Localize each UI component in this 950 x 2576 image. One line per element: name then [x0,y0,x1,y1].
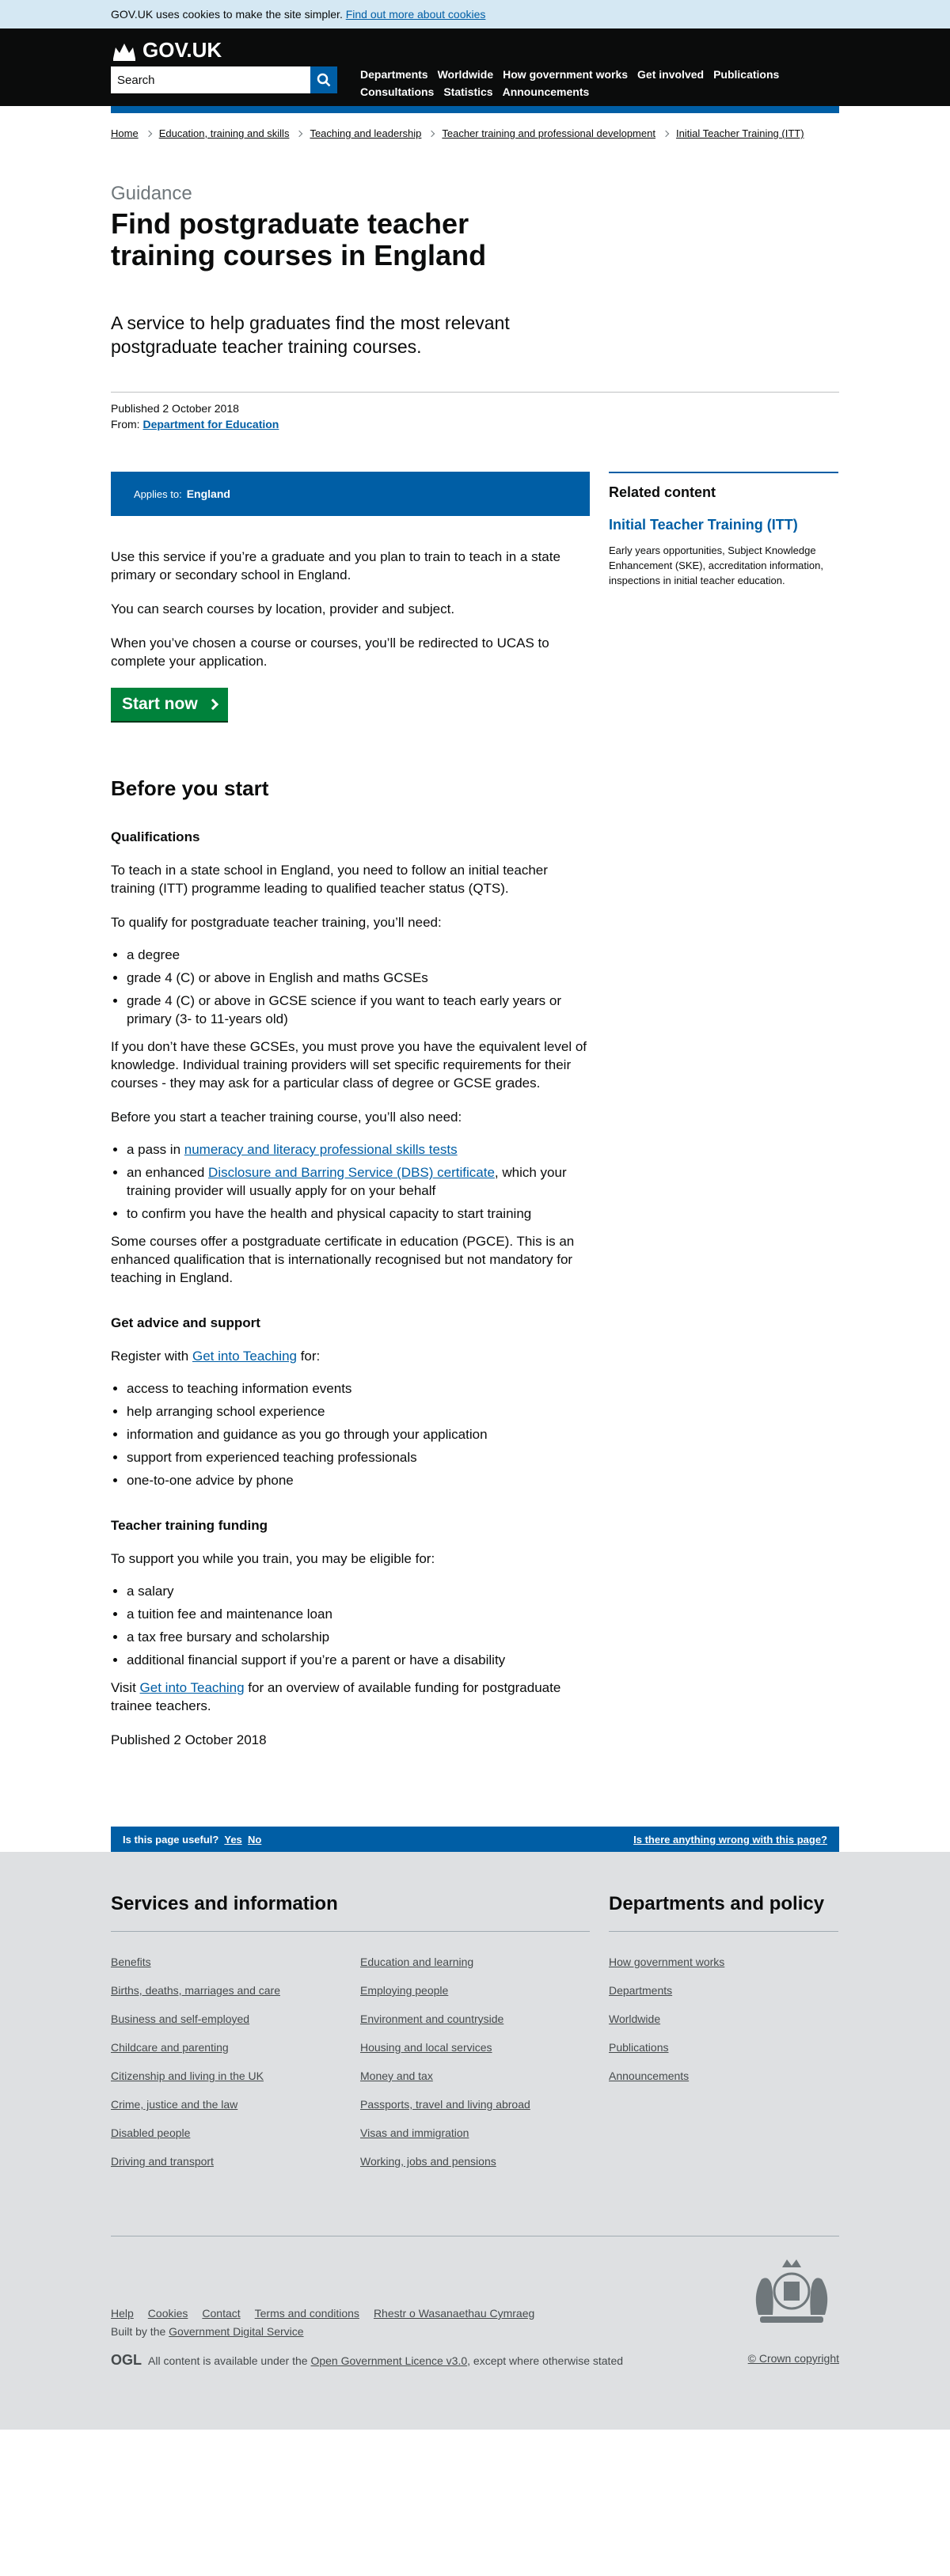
search-input[interactable] [111,66,310,93]
footer-link[interactable]: Announcements [609,2070,690,2082]
footer-link[interactable]: Housing and local services [360,2041,492,2054]
footer-cookies-link[interactable]: Cookies [147,2307,188,2320]
footer-welsh-link[interactable]: Rhestr o Wasanaethau Cymraeg [373,2307,535,2320]
licence-row [111,2352,623,2369]
services-heading: Services and information [111,1893,338,1914]
list-item: • information and guidance as you go through your application [127,1425,590,1444]
govuk-logo[interactable] [111,38,222,63]
qualifications-list [111,946,590,1028]
licence-text [148,2354,623,2367]
breadcrumb [111,113,839,143]
paragraph-text: Visit [111,1680,140,1695]
nav-get-involved[interactable]: Get involved [637,68,705,81]
main-content [111,472,590,1749]
footer-link[interactable]: Benefits [111,1956,151,1968]
feedback-no[interactable]: No [248,1833,262,1846]
ogl-logo-icon: OGL [111,2352,142,2368]
site-header [0,28,950,106]
footer-link[interactable]: Driving and transport [111,2155,214,2168]
body-paragraph: To support you while you train, you may be eligible for: [111,1551,435,1566]
body-paragraph: To teach in a state school in England, you need to follow an initial teacher training (ITT) programme leading to qualified teacher status (QTS). [111,863,548,896]
paragraph-text: Register with [111,1349,192,1364]
search-button[interactable] [310,66,337,93]
ogl-link[interactable]: Open Government Licence v3.0 [310,2354,468,2367]
from-label: From: [111,418,140,431]
related-description: Early years opportunities, Subject Knowledge Enhancement (SKE), accreditation information, inspections in initial teacher education. [609,544,823,586]
footer-services [111,1893,590,2168]
site-footer [0,1852,950,2430]
nav-announcements[interactable]: Announcements [502,85,590,98]
start-now-label: Start now [122,695,198,713]
breadcrumb-teaching[interactable]: Teaching and leadership [310,127,422,139]
before-you-start-heading: Before you start [111,776,269,800]
list-item [127,1163,590,1200]
footer-link[interactable]: Publications [609,2041,669,2054]
footer-link[interactable]: Employing people [360,1984,449,1997]
list-item: • a salary [127,1582,590,1600]
body-paragraph: If you don’t have these GCSEs, you must prove you have the equivalent level of knowledge. Individual training providers will set specific requirements for their courses - they may ask for a particular class of degree or GCSE grades. [111,1039,587,1091]
footer-link[interactable]: Passports, travel and living abroad [360,2098,530,2111]
footer-link[interactable]: Visas and immigration [360,2126,469,2139]
logo-text: GOV.UK [142,38,222,62]
nav-statistics[interactable]: Statistics [443,85,493,98]
publication-meta [111,400,839,432]
licence-post: , except where otherwise stated [467,2354,624,2367]
breadcrumb-teacher-training[interactable]: Teacher training and professional development [442,127,656,139]
intro-paragraph: When you’ve chosen a course or courses, you’ll be redirected to UCAS to complete your application. [111,635,549,669]
body-paragraph [111,1679,590,1715]
breadcrumb-home[interactable]: Home [111,127,139,139]
footer-link[interactable]: Citizenship and living in the UK [111,2070,264,2082]
nav-publications[interactable]: Publications [713,68,780,81]
list-item: • a degree [127,946,590,964]
list-item: • to confirm you have the health and physical capacity to start training [127,1205,590,1223]
document-format: Guidance [111,183,192,204]
licence-pre: All content is available under the [148,2354,311,2367]
report-problem-link[interactable]: Is there anything wrong with this page? [633,1833,827,1846]
divider [609,1931,838,1932]
footer-link[interactable]: Environment and countryside [360,2013,504,2025]
list-item: • grade 4 (C) or above in GCSE science if you want to teach early years or primary (3- to 11-years old) [127,992,590,1028]
crown-icon [111,40,138,62]
gds-link[interactable]: Government Digital Service [169,2325,304,2338]
body-paragraph [111,1347,590,1365]
depts-heading: Departments and policy [609,1893,825,1914]
intro-paragraph: You can search courses by location, provider and subject. [111,601,455,616]
breadcrumb-itt[interactable]: Initial Teacher Training (ITT) [675,127,804,139]
related-itt-link[interactable]: Initial Teacher Training (ITT) [609,517,798,533]
page-title: Find postgraduate teacher training courses in England [111,207,487,271]
advice-list [111,1379,590,1489]
footer-link[interactable]: Crime, justice and the law [111,2098,238,2111]
list-item [127,1140,590,1159]
footer-link[interactable]: Disabled people [111,2126,191,2139]
body-paragraph: Some courses offer a postgraduate certificate in education (PGCE). This is an enhanced qualification that is internationally recognised but not mandatory for teaching in England. [111,1234,575,1285]
published-date-bottom: Published 2 October 2018 [111,1732,267,1747]
cookie-banner [0,0,950,28]
footer-help-link[interactable]: Help [111,2307,134,2320]
list-text: a pass in [127,1142,184,1157]
chevron-right-icon [428,131,435,137]
footer-link[interactable]: How government works [609,1956,725,1968]
advice-heading: Get advice and support [111,1315,260,1330]
built-text: Built by the [111,2325,169,2338]
footer-link[interactable]: Childcare and parenting [111,2041,229,2054]
royal-coat-of-arms-icon [744,2252,839,2331]
list-item: • a tax free bursary and scholarship [127,1628,590,1646]
paragraph-text: for: [296,1349,321,1364]
main-nav [360,66,804,100]
published-date: Published 2 October 2018 [111,402,239,415]
search-icon [317,73,331,87]
footer-link[interactable]: Money and tax [360,2070,433,2082]
cookie-link[interactable]: Find out more about cookies [345,8,486,21]
footer-link[interactable]: Births, deaths, marriages and care [111,1984,280,1997]
get-into-teaching-funding-link[interactable]: Get into Teaching [139,1680,245,1695]
requirements-list [111,1140,590,1223]
list-item: • access to teaching information events [127,1379,590,1398]
list-text: an enhanced [127,1165,209,1180]
nav-how-government-works[interactable]: How government works [503,68,629,81]
list-item: • help arranging school experience [127,1402,590,1421]
start-now-button[interactable] [111,688,228,721]
page-lead: A service to help graduates find the most relevant postgraduate teacher training courses. [111,313,510,357]
feedback-yes[interactable]: Yes [224,1833,242,1846]
funding-list [111,1582,590,1669]
list-item: • support from experienced teaching professionals [127,1448,590,1466]
body-paragraph: To qualify for postgraduate teacher training, you’ll need: [111,915,442,930]
breadcrumb-education[interactable]: Education, training and skills [158,127,290,139]
list-item: • additional financial support if you’re a parent or have a disability [127,1651,590,1669]
funding-heading: Teacher training funding [111,1518,268,1533]
list-item: • one-to-one advice by phone [127,1471,590,1489]
nav-worldwide[interactable]: Worldwide [437,68,494,81]
body-paragraph: Before you start a teacher training course, you’ll also need: [111,1110,462,1125]
chevron-right-icon [145,131,151,137]
footer-terms-link[interactable]: Terms and conditions [254,2307,359,2320]
department-link[interactable]: Department for Education [142,418,279,431]
footer-link[interactable]: Business and self-employed [111,2013,250,2025]
footer-link[interactable]: Worldwide [609,2013,661,2025]
chevron-right-icon [296,131,302,137]
footer-link[interactable]: Working, jobs and pensions [360,2155,496,2168]
paragraph-text: for an overview of available funding for postgraduate trainee teachers. [111,1680,561,1713]
footer-meta-links [111,2307,534,2320]
list-item: • a tuition fee and maintenance loan [127,1605,590,1623]
cookie-text: GOV.UK uses cookies to make the site simpler. [111,8,343,21]
applies-to-box [111,472,590,516]
divider [111,392,839,393]
list-item: • grade 4 (C) or above in English and maths GCSEs [127,969,590,987]
related-content [609,472,838,588]
list-text: , which your training provider will usually apply for on your behalf [127,1165,567,1198]
related-heading: Related content [609,484,716,500]
built-by [111,2325,304,2338]
qualifications-heading: Qualifications [111,829,200,844]
get-into-teaching-link[interactable]: Get into Teaching [192,1349,297,1364]
divider [111,1931,590,1932]
footer-link[interactable]: Education and learning [360,1956,474,1968]
dbs-certificate-link[interactable]: Disclosure and Barring Service (DBS) certificate [208,1165,495,1180]
header-blue-bar [111,106,839,113]
footer-departments [609,1893,838,2082]
applies-value: England [186,488,230,500]
footer-link[interactable]: Departments [609,1984,673,1997]
chevron-right-icon [663,131,669,137]
feedback-bar [111,1827,839,1852]
chevron-right-icon [207,699,218,710]
nav-departments[interactable]: Departments [360,68,428,81]
skills-tests-link[interactable]: numeracy and literacy professional skills tests [184,1142,458,1157]
feedback-question: Is this page useful? [123,1833,219,1846]
crown-copyright-link[interactable]: © Crown copyright [747,2352,839,2365]
footer-contact-link[interactable]: Contact [202,2307,241,2320]
intro-paragraph: Use this service if you’re a graduate and you plan to train to teach in a state primary or secondary school in England. [111,549,560,582]
applies-label: Applies to: [134,488,182,500]
nav-consultations[interactable]: Consultations [360,85,435,98]
search-form [111,66,337,93]
